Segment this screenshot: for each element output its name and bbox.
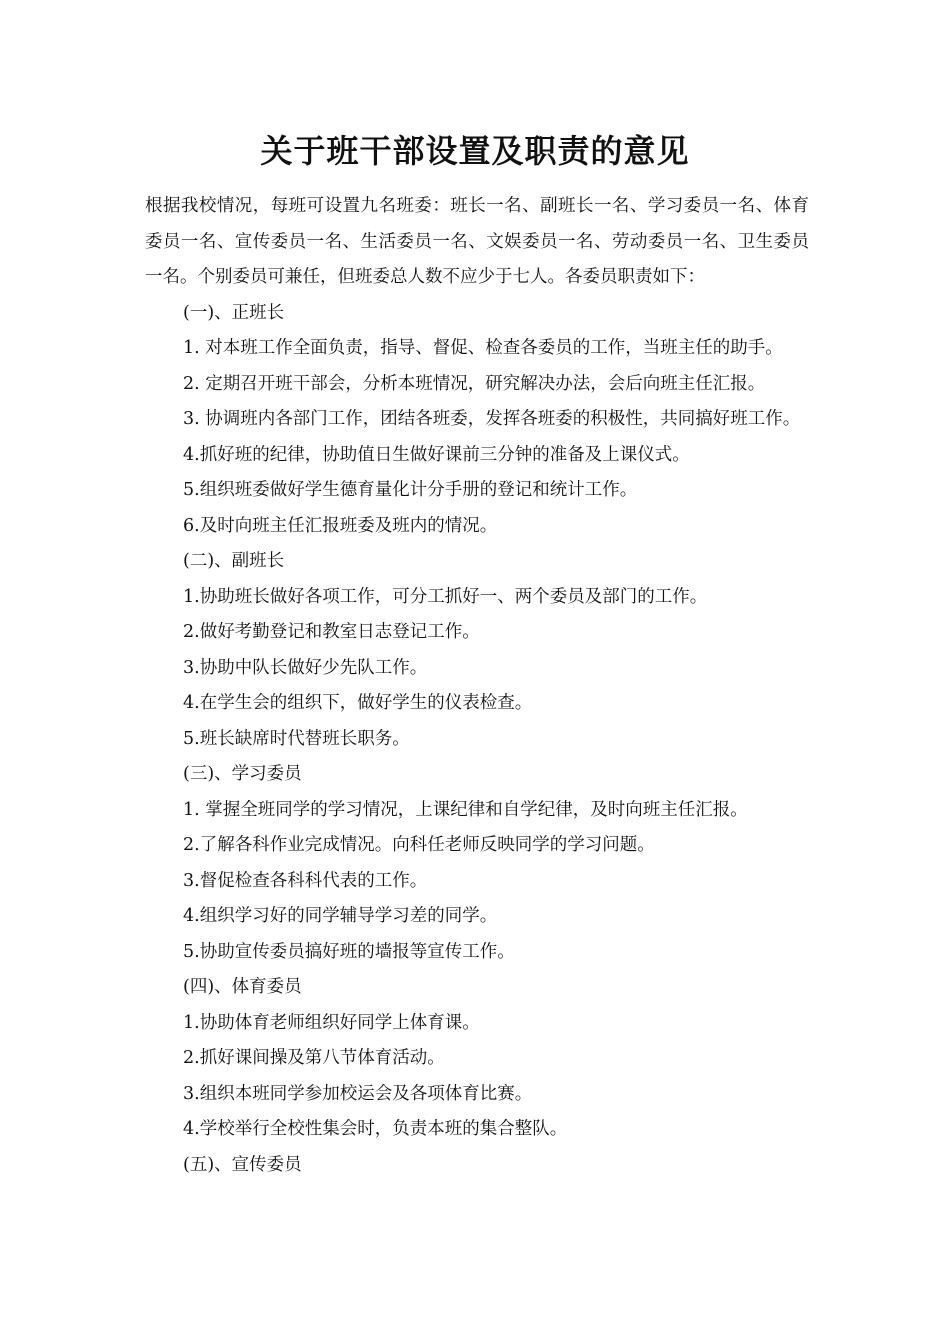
list-item: 2.抓好课间操及第八节体育活动。: [183, 1048, 445, 1068]
list-item: 1.协助班长做好各项工作，可分工抓好一、两个委员及部门的工作。: [183, 586, 708, 607]
list-item: 4.学校举行全校性集会时，负责本班的集合整队。: [183, 1119, 568, 1139]
list-item: 4.组织学习好的同学辅导学习差的同学。: [183, 906, 498, 926]
section-heading-vice-monitor: (二)、副班长: [183, 551, 285, 571]
list-item: 5.组织班委做好学生德育量化计分手册的登记和统计工作。: [183, 480, 638, 500]
document-body: [145, 189, 809, 1183]
list-item: 5.协助宣传委员搞好班的墙报等宣传工作。: [183, 941, 515, 962]
list-item: 2.了解各科作业完成情况。向科任老师反映同学的学习问题。: [183, 835, 655, 855]
section-heading-study: (三)、学习委员: [183, 764, 302, 784]
list-item: 1.协助体育老师组织好同学上体育课。: [183, 1012, 480, 1033]
list-item: 4.在学生会的组织下，做好学生的仪表检查。: [183, 693, 533, 713]
list-item: 1. 掌握全班同学的学习情况，上课纪律和自学纪律，及时向班主任汇报。: [183, 799, 748, 820]
list-item: 5.班长缺席时代替班长职务。: [183, 728, 410, 749]
list-item: 3.督促检查各科科代表的工作。: [183, 870, 428, 891]
section-heading-monitor: (一)、正班长: [183, 302, 285, 323]
document-title: 关于班干部设置及职责的意见: [260, 132, 690, 170]
list-item: 3. 协调班内各部门工作，团结各班委，发挥各班委的积极性，共同搞好班工作。: [183, 409, 801, 429]
section-heading-sports: (四)、体育委员: [183, 977, 302, 997]
list-item: 2. 定期召开班干部会，分析本班情况，研究解决办法，会后向班主任汇报。: [183, 373, 766, 394]
list-item: 4.抓好班的纪律，协助值日生做好课前三分钟的准备及上课仪式。: [183, 444, 690, 465]
list-item: 3.协助中队长做好少先队工作。: [183, 657, 428, 678]
list-item: 3.组织本班同学参加校运会及各项体育比赛。: [183, 1083, 533, 1104]
list-item: 1. 对本班工作全面负责，指导、督促、检查各委员的工作，当班主任的助手。: [183, 338, 783, 358]
section-heading-publicity: (五)、宣传委员: [183, 1154, 302, 1175]
list-item: 6.及时向班主任汇报班委及班内的情况。: [183, 515, 498, 536]
intro-paragraph: 根据我校情况，每班可设置九名班委：班长一名、副班长一名、学习委员一名、体育委员一名、宣传委员一名、生活委员一名、文娱委员一名、劳动委员一名、卫生委员一名。个别委员可兼任，但班委总人数不应少于七人。各委员职责如下：: [145, 196, 809, 287]
list-item: 2.做好考勤登记和教室日志登记工作。: [183, 622, 480, 642]
